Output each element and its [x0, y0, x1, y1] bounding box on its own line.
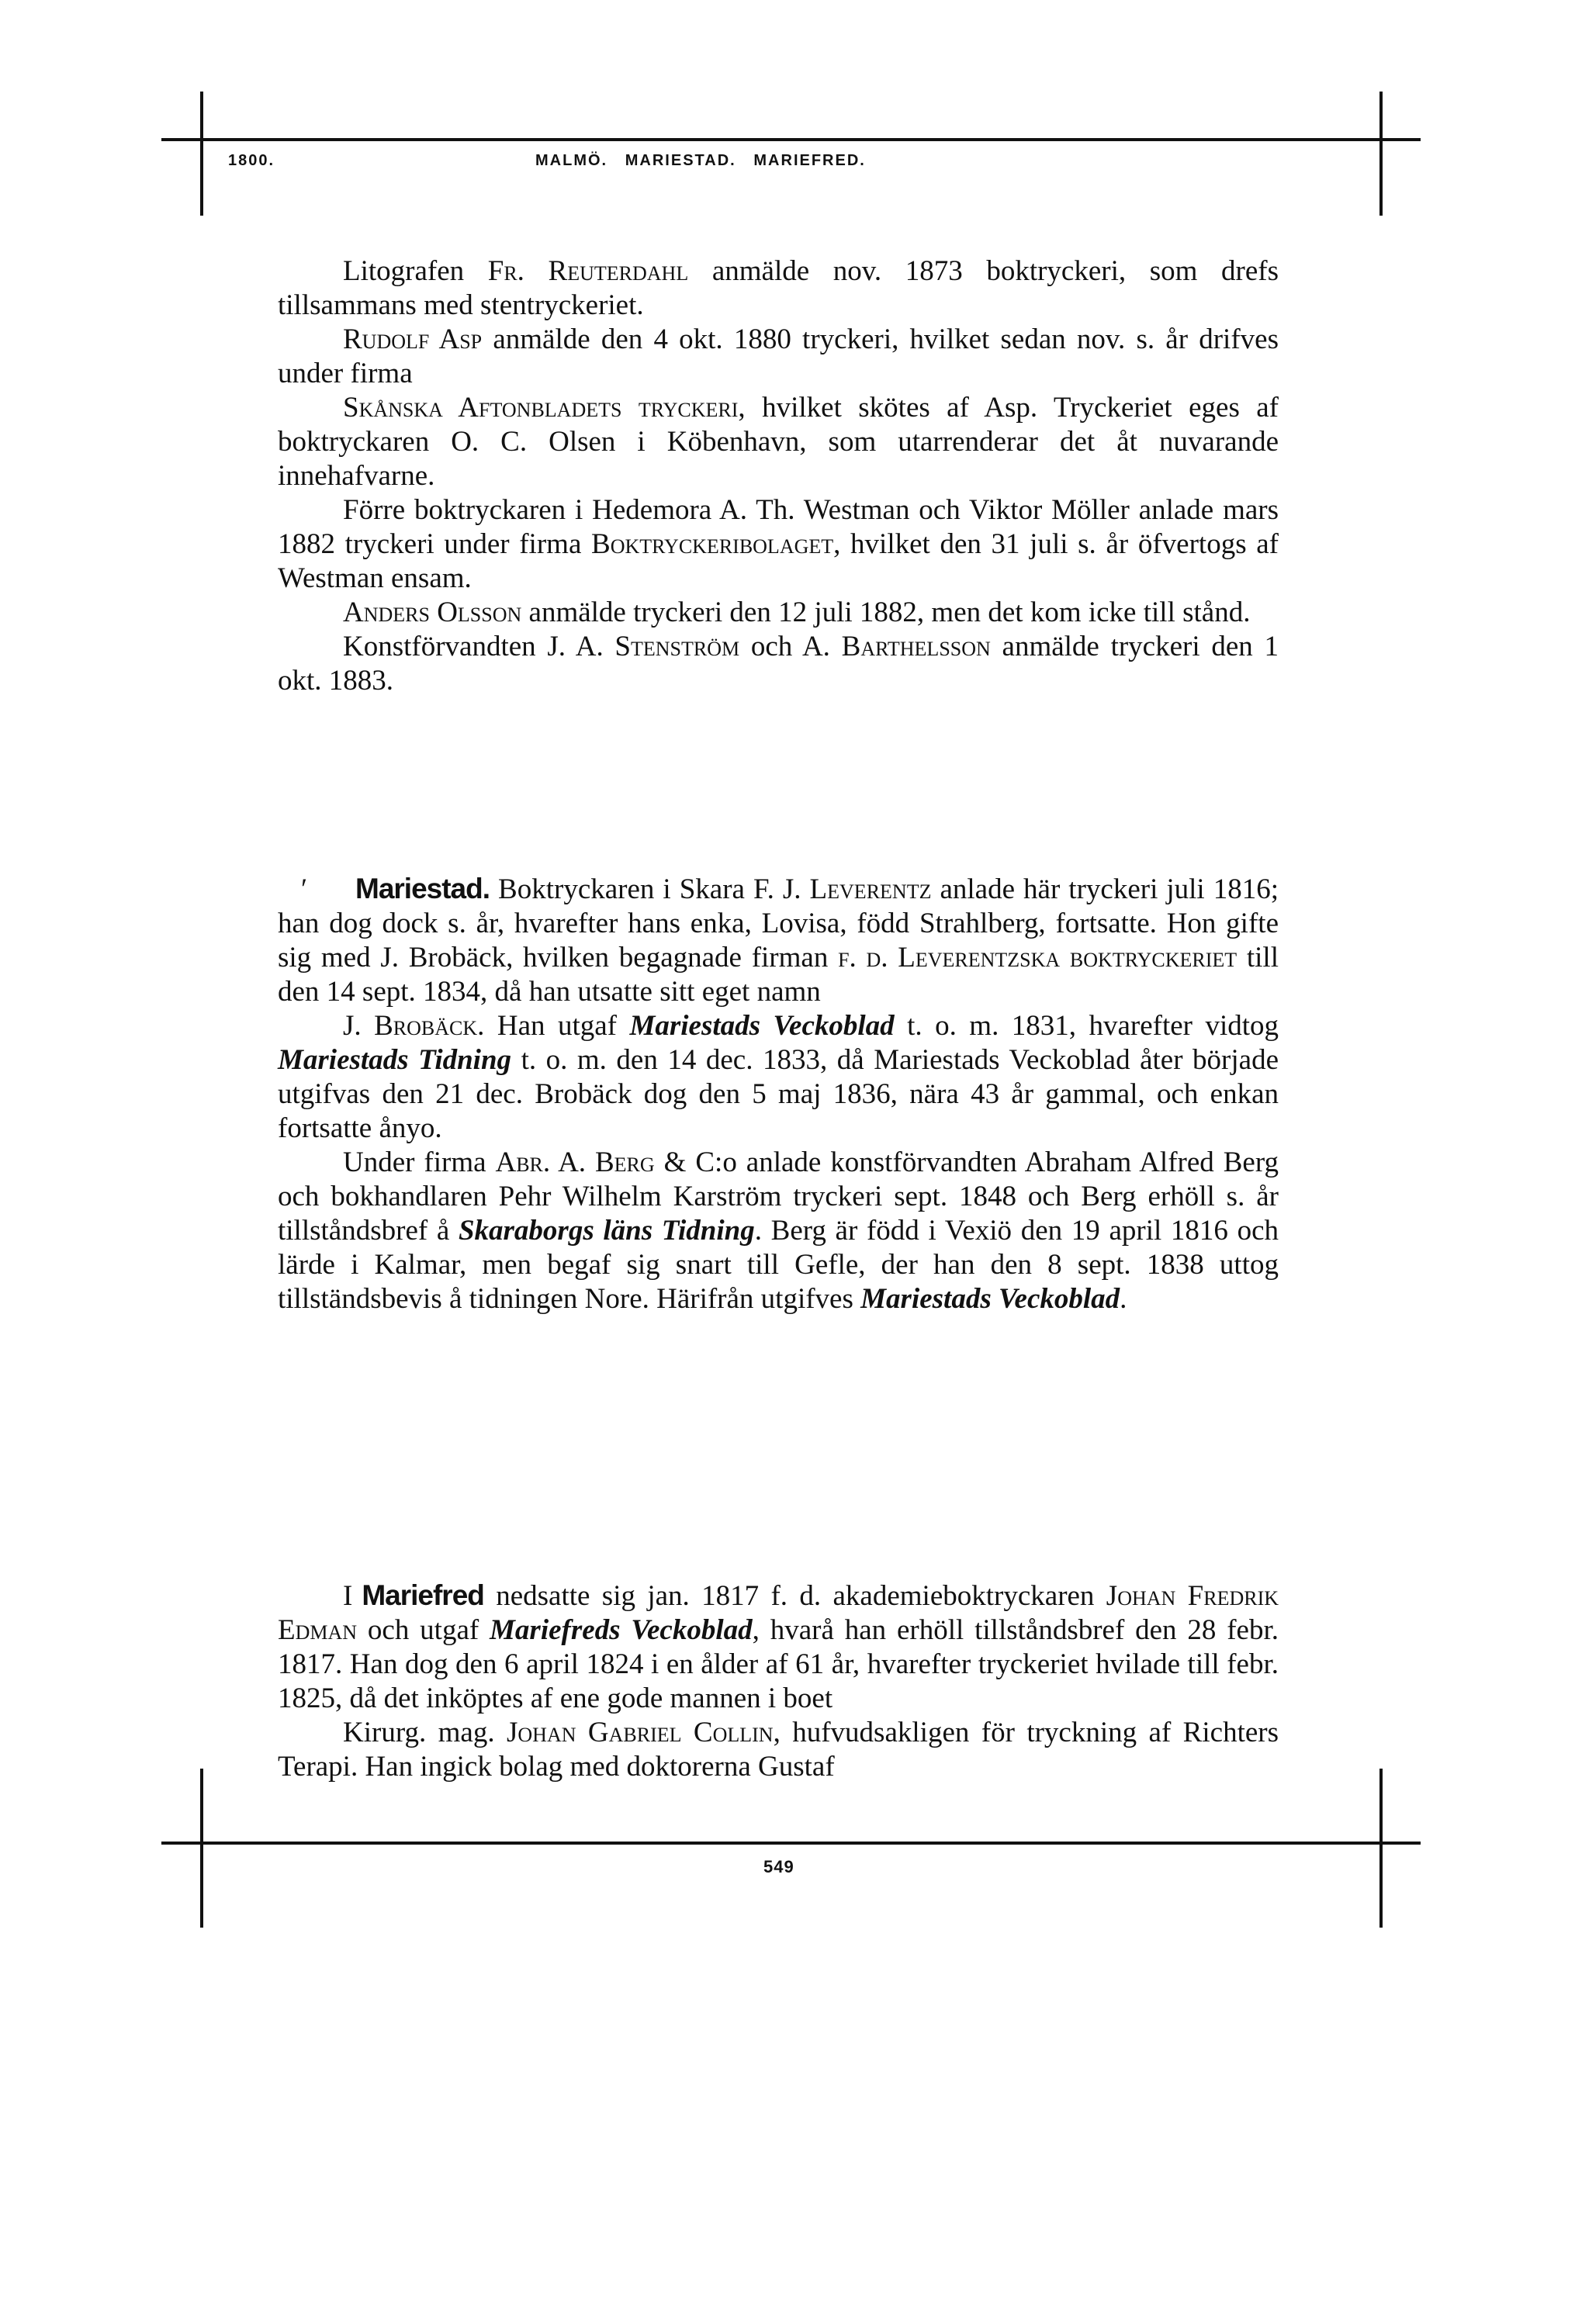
bottom-right-crop-mark — [1379, 1769, 1383, 1928]
firm-name: Abr. A. Berg — [495, 1146, 655, 1178]
firm-name: f. d. Leverentzska boktryckeriet — [838, 942, 1238, 974]
place-heading-mariefred: Mariefred — [362, 1579, 484, 1611]
top-right-crop-mark — [1379, 92, 1383, 216]
paragraph-westman: Förre boktryckaren i Hedemora A. Th. Westman och Viktor Möller anlade mars 1882 tryckeri under firma Boktryckeribolaget, hvilket den 31 juli s. år öfvertogs af Westman ensam. — [278, 494, 1279, 594]
paragraph-leverentz: ′ Mariestad. Boktryckaren i Skara F. J. Leverentz anlade här tryckeri juli 1816; han dog dock s. år, hvarefter hans enka, Lovisa, född Strahlberg, fortsatte. Hon gifte sig med J. Brobäck, hvilken begagnade firman f. d. Leverentzska boktryckeriet till den 14 sept. 1834, då han utsatte sitt eget namn — [278, 873, 1279, 1008]
paragraph-olsson: Anders Olsson anmälde tryckeri den 12 juli 1882, men det kom icke till stånd. — [343, 597, 1251, 628]
firm-name: Skånska Aftonbladets tryckeri — [343, 392, 739, 424]
person-name: Stenström — [614, 631, 740, 662]
section-mariefred — [278, 1579, 1279, 1784]
newspaper-title: Skaraborgs läns Tidning — [458, 1215, 755, 1247]
newspaper-title: Mariefreds Veckoblad — [490, 1614, 753, 1646]
person-name: Johan Fredrik Edman — [278, 1580, 1279, 1646]
person-name: Johan Gabriel Collin — [507, 1717, 774, 1748]
paragraph-berg: Under firma Abr. A. Berg & C:o anlade konstförvandten Abraham Alfred Berg och bokhandlaren Pehr Wilhelm Karström tryckeri sept. 1848 och Berg erhöll s. år tillståndsbref å Skaraborgs läns Tidning. Berg är född i Vexiö den 19 april 1816 och lärde i Kalmar, men begaf sig snart till Gefle, der han den 8 sept. 1838 uttog tillständsbevis å tidningen Nore. Härifrån utgifves Mariestads Veckoblad. — [278, 1146, 1279, 1315]
section-malmo — [278, 254, 1279, 698]
newspaper-title: Mariestads Veckoblad — [629, 1010, 895, 1042]
page-number: 549 — [763, 1857, 794, 1876]
paragraph-skanska: Skånska Aftonbladets tryckeri, hvilket skötes af Asp. Tryckeriet eges af boktryckaren O. C. Olsen i Köbenhavn, som utarrenderar det åt nuvarande innehafvarne. — [278, 392, 1279, 492]
newspaper-title: Mariestads Veckoblad — [860, 1283, 1120, 1315]
firm-name: Boktryckeribolaget — [591, 528, 834, 560]
running-header-places: MALMÖ. MARIESTAD. MARIEFRED. — [535, 152, 866, 169]
top-left-crop-mark — [200, 92, 203, 216]
paragraph-stenstrom: Konstförvandten J. A. Stenström och A. Barthelsson anmälde tryckeri den 1 okt. 1883. — [278, 631, 1279, 697]
paragraph-edman: I Mariefred nedsatte sig jan. 1817 f. d. akademieboktryckaren Johan Fredrik Edman och utgaf Mariefreds Veckoblad, hvarå han erhöll tillståndsbref den 28 febr. 1817. Han dog den 6 april 1824 i en ålder af 61 år, hvarefter tryckeriet hvilade till febr. 1825, då det inköptes af ene gode mannen i boet — [278, 1579, 1279, 1714]
section-mariestad — [278, 872, 1279, 1316]
running-header-year: 1800. — [228, 152, 275, 169]
person-name: Fr. Reuterdahl — [487, 255, 689, 287]
paragraph-collin: Kirurg. mag. Johan Gabriel Collin, hufvudsakligen för tryckning af Richters Terapi. Han ingick bolag med doktorerna Gustaf — [278, 1717, 1279, 1783]
top-rule — [161, 138, 1421, 141]
bottom-rule — [161, 1842, 1421, 1845]
person-name: Anders Olsson — [343, 597, 522, 628]
person-name: Barthelsson — [841, 631, 991, 662]
paragraph-reuterdahl: Litografen Fr. Reuterdahl anmälde nov. 1873 boktryckeri, som drefs tillsammans med stentryckeriet. — [278, 255, 1279, 321]
person-name: Brobäck — [374, 1010, 478, 1042]
bottom-left-crop-mark — [200, 1769, 203, 1928]
paragraph-asp: Rudolf Asp anmälde den 4 okt. 1880 tryckeri, hvilket sedan nov. s. år drifves under firma — [278, 323, 1279, 389]
paragraph-broback: J. Brobäck. Han utgaf Mariestads Veckoblad t. o. m. 1831, hvarefter vidtog Mariestads Tidning t. o. m. den 14 dec. 1833, då Mariestads Veckoblad åter började utgifvas den 21 dec. Brobäck dog den 5 maj 1836, nära 43 år gammal, och enkan fortsatte ånyo. — [278, 1010, 1279, 1144]
newspaper-title: Mariestads Tidning — [278, 1044, 512, 1076]
margin-mark: ′ — [301, 873, 308, 905]
place-heading-mariestad: Mariestad. — [355, 873, 490, 904]
person-name: Leverentz — [809, 873, 932, 905]
person-name: Rudolf Asp — [343, 323, 483, 355]
